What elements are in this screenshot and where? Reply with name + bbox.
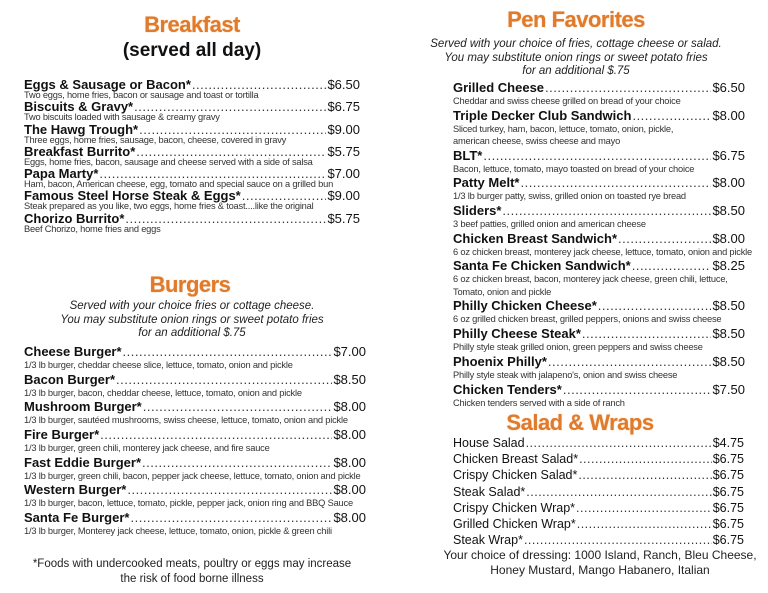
menu-item-description: 1/3 lb burger, bacon, cheddar cheese, lettuce, tomato, onion and pickle — [24, 387, 302, 398]
menu-item — [24, 372, 366, 400]
menu-item-name: Steak Salad* — [453, 484, 526, 499]
menu-item-description: 3 beef patties, grilled onion and american cheese — [453, 219, 646, 230]
menu-item-row — [24, 455, 366, 470]
menu-item-price: $6.75 — [712, 452, 744, 467]
menu-item-price: $7.00 — [327, 166, 360, 182]
text-line: *Foods with undercooked meats, poultry or eggs may increase — [32, 558, 352, 570]
burgers-note — [0, 300, 384, 341]
menu-item-name: Breakfast Burrito* — [24, 143, 136, 159]
dot-leader — [563, 382, 712, 397]
menu-item — [453, 532, 744, 548]
menu-item-description: 6 oz chicken breast, bacon, monterey jack cheese, green chili, lettuce, — [453, 274, 728, 285]
dot-leader — [578, 467, 711, 483]
menu-item-description: Bacon, lettuce, tomato, mayo toasted on bread of your choice — [453, 163, 695, 174]
menu-item-row — [24, 123, 360, 136]
menu-item-row — [24, 145, 360, 158]
menu-item-name: Fast Eddie Burger* — [24, 454, 142, 470]
menu-item-price: $6.75 — [712, 484, 744, 499]
menu-item-price: $7.00 — [333, 344, 366, 359]
dot-leader — [576, 500, 712, 516]
menu-item-price: $8.50 — [712, 298, 745, 314]
menu-item-price: $8.00 — [712, 107, 745, 123]
menu-item-row — [453, 354, 745, 369]
menu-item-name: Triple Decker Club Sandwich — [453, 107, 632, 123]
menu-item-price: $7.50 — [712, 381, 745, 397]
menu-item-name: Phoenix Philly* — [453, 353, 547, 369]
menu-item-name: Bacon Burger* — [24, 371, 116, 387]
dot-leader — [598, 298, 712, 313]
menu-item — [453, 326, 745, 354]
menu-item-price: $6.50 — [327, 77, 360, 92]
dot-leader — [123, 344, 333, 359]
menu-item-price: $6.75 — [712, 533, 744, 548]
menu-item-name: Cheese Burger* — [24, 344, 122, 359]
dressing-choices — [430, 548, 768, 578]
menu-item-name: Santa Fe Chicken Sandwich* — [453, 258, 631, 274]
menu-item — [24, 189, 360, 211]
menu-item-price: $8.50 — [333, 371, 366, 387]
menu-item-row — [453, 258, 745, 273]
dot-leader — [127, 482, 332, 497]
dot-leader — [116, 372, 332, 387]
menu-item-description: 1/3 lb burger patty, swiss, grilled onion on toasted rye bread — [453, 191, 686, 202]
menu-item-row — [24, 344, 366, 359]
burgers-menu-list — [24, 344, 366, 538]
menu-item — [453, 148, 745, 176]
menu-item-name: Mushroom Burger* — [24, 399, 142, 415]
menu-item-description: 1/3 lb burger, cheddar cheese slice, lettuce, tomato, onion and pickle — [24, 360, 293, 370]
menu-item-name: Patty Melt* — [453, 175, 520, 191]
menu-item-row — [453, 148, 745, 163]
menu-item-price: $8.00 — [333, 510, 366, 526]
menu-item-name: Chicken Breast Salad* — [453, 452, 579, 467]
menu-item-description: Two eggs, home fries, bacon or sausage and toast or tortilla — [24, 90, 259, 100]
food-safety-footnote — [0, 557, 384, 587]
menu-item-description: 6 oz chicken breast, monterey jack cheese, lettuce, tomato, onion and pickle — [453, 246, 753, 257]
breakfast-menu-list — [24, 78, 360, 234]
menu-item-name: BLT* — [453, 147, 483, 163]
burgers-title: Burgers — [149, 272, 231, 297]
text-line: You may substitute onion rings or sweet potato fries — [444, 51, 708, 64]
salad-wraps-title: Salad & Wraps — [506, 410, 654, 435]
menu-item — [24, 167, 360, 189]
menu-item-name: House Salad — [453, 436, 525, 450]
text-line: Honey Mustard, Mango Habanero, Italian — [490, 563, 710, 577]
text-line: Served with your choice fries or cottage cheese. — [69, 300, 315, 312]
dot-leader — [100, 427, 332, 442]
menu-item — [24, 455, 366, 483]
menu-item-name: Biscuits & Gravy* — [24, 99, 134, 115]
menu-item — [453, 451, 744, 467]
menu-item-name: Chicken Breast Sandwich* — [453, 230, 617, 246]
menu-item-name: Philly Chicken Cheese* — [453, 298, 597, 314]
menu-item-name: Sliders* — [453, 203, 502, 219]
menu-item-price: $8.00 — [333, 454, 366, 470]
menu-item-description: 1/3 lb burger, green chili, bacon, pepper jack cheese, lettuce, tomato, onion and pickle — [24, 470, 361, 481]
menu-item-description: 1/3 lb burger, bacon, lettuce, tomato, pickle, pepper jack, onion ring and BBQ Sauce — [24, 498, 353, 509]
menu-item — [24, 510, 366, 538]
dot-leader — [579, 451, 712, 467]
pen-favorites-menu-list — [453, 80, 753, 409]
text-line: for an additional $.75 — [522, 65, 630, 78]
menu-item — [24, 78, 360, 100]
menu-item-name: Papa Marty* — [24, 166, 99, 182]
menu-item-name: Eggs & Sausage or Bacon* — [24, 77, 191, 92]
dot-leader — [526, 484, 711, 500]
dot-leader — [524, 532, 712, 548]
menu-item-description: 1/3 lb burger, green chili, monterey jack cheese, and fire sauce — [24, 443, 270, 454]
menu-item-row — [24, 372, 366, 387]
dot-leader — [483, 148, 711, 163]
menu-item-description: Tomato, onion and pickle — [453, 286, 552, 297]
salad-wraps-menu-list — [453, 435, 744, 548]
menu-item — [24, 482, 366, 510]
breakfast-subtitle: (served all day) — [122, 40, 262, 61]
dot-leader — [577, 516, 712, 532]
dot-leader — [520, 175, 711, 190]
menu-item-row — [24, 482, 366, 497]
menu-item — [453, 298, 745, 326]
dot-leader — [618, 231, 711, 246]
dot-leader — [545, 80, 711, 95]
menu-item — [24, 427, 366, 455]
menu-item-price: $6.75 — [712, 468, 744, 483]
menu-item-description: 1/3 lb burger, sautéed mushrooms, swiss cheese, lettuce, tomato, onion and pickle — [24, 415, 348, 426]
menu-item-price: $9.00 — [327, 121, 360, 137]
menu-item-description: Three eggs, home fries, sausage, bacon, cheese, covered in gravy — [24, 134, 287, 145]
dot-leader — [548, 354, 712, 369]
dot-leader — [143, 399, 333, 414]
menu-item-description: Philly style steak with jalapeno's, onion and swiss cheese — [453, 369, 678, 380]
menu-item — [453, 382, 745, 410]
menu-item-price: $8.00 — [712, 175, 745, 191]
menu-item — [453, 484, 744, 500]
menu-item-description: Cheddar and swiss cheese grilled on bread of your choice — [453, 96, 681, 106]
menu-item-description: Steak prepared as you like, two eggs, home fries & toast....like the original — [24, 201, 314, 212]
menu-item — [453, 516, 744, 532]
menu-item-price: $6.75 — [712, 517, 744, 532]
menu-item — [24, 123, 360, 145]
menu-item-price: $8.00 — [333, 427, 366, 443]
dot-leader — [502, 203, 711, 218]
menu-item — [24, 344, 366, 372]
dot-leader — [526, 435, 712, 451]
menu-item-row — [453, 326, 745, 341]
menu-item-description: Sliced turkey, ham, bacon, lettuce, tomato, onion, pickle, — [453, 123, 674, 134]
menu-item-price: $8.00 — [333, 482, 366, 498]
menu-item-name: Western Burger* — [24, 482, 127, 498]
menu-item-description: Eggs, home fries, bacon, sausage and cheese served with a side of salsa — [24, 156, 313, 167]
menu-item-description: Philly style steak grilled onion, green peppers and swiss cheese — [453, 342, 703, 353]
menu-item-price: $6.75 — [327, 99, 360, 115]
menu-item-description: american cheese, swiss cheese and mayo — [453, 136, 621, 147]
menu-item-name: Crispy Chicken Wrap* — [453, 500, 576, 515]
menu-item-row — [453, 467, 744, 483]
menu-item-price: $6.75 — [712, 500, 744, 515]
menu-item-row — [453, 484, 744, 500]
menu-item-row — [24, 510, 366, 525]
menu-item-row — [453, 108, 745, 123]
pen-favorites-note — [384, 38, 768, 79]
menu-item-row — [453, 451, 744, 467]
menu-item-name: Santa Fe Burger* — [24, 510, 130, 526]
menu-item-row — [453, 500, 744, 516]
text-line: for an additional $.75 — [138, 327, 246, 340]
menu-item-description: Beef Chorizo, home fries and eggs — [24, 223, 161, 234]
menu-item — [453, 203, 745, 231]
menu-item-row — [24, 399, 366, 414]
dot-leader — [125, 212, 326, 225]
menu-item-row — [453, 80, 745, 95]
dot-leader — [582, 326, 712, 341]
menu-item-row — [453, 175, 745, 190]
menu-item-row — [24, 427, 366, 442]
menu-item-name: Chicken Tenders* — [453, 381, 562, 397]
dot-leader — [632, 258, 712, 273]
menu-item-name: Crispy Chicken Salad* — [453, 468, 578, 483]
menu-item-description: 6 oz grilled chicken breast, grilled peppers, onions and swiss cheese — [453, 314, 722, 325]
menu-item — [453, 354, 745, 382]
menu-item-row — [453, 231, 745, 246]
menu-item-price: $8.50 — [712, 353, 745, 369]
menu-item-row — [453, 382, 745, 397]
menu-item-name: Fire Burger* — [24, 427, 100, 443]
menu-item-price: $8.25 — [712, 258, 745, 274]
menu-item-price: $5.75 — [327, 210, 360, 226]
dot-leader — [139, 123, 326, 136]
menu-item-price: $8.00 — [333, 399, 366, 415]
menu-item-description: Chicken tenders served with a side of ranch — [453, 397, 625, 408]
menu-item — [453, 80, 745, 108]
dot-leader — [632, 108, 711, 123]
menu-item-price: $8.00 — [712, 230, 745, 246]
dot-leader — [136, 145, 326, 158]
menu-item — [24, 212, 360, 234]
menu-item-name: Grilled Cheese — [453, 80, 545, 95]
menu-item — [453, 467, 744, 483]
menu-item-price: $9.00 — [327, 188, 360, 204]
text-line: the risk of food borne illness — [120, 573, 264, 585]
menu-item-name: Famous Steel Horse Steak & Eggs* — [24, 188, 241, 204]
menu-item-description: Two biscuits loaded with sausage & creamy gravy — [24, 112, 220, 123]
menu-item — [24, 399, 366, 427]
menu-item — [453, 435, 744, 451]
menu-item — [24, 100, 360, 122]
menu-item-row — [453, 532, 744, 548]
menu-item — [453, 258, 745, 298]
menu-item-name: Grilled Chicken Wrap* — [453, 517, 576, 532]
menu-item-name: Steak Wrap* — [453, 533, 523, 548]
menu-item-row — [24, 212, 360, 225]
menu-item-price: $8.50 — [712, 326, 745, 342]
menu-item — [453, 175, 745, 203]
dot-leader — [130, 510, 332, 525]
menu-item-row — [453, 516, 744, 532]
pen-favorites-title: Pen Favorites — [507, 7, 645, 32]
menu-item-price: $8.50 — [712, 203, 745, 219]
menu-item-name: Chorizo Burrito* — [24, 210, 125, 226]
text-line: Served with your choice of fries, cottage cheese or salad. — [430, 38, 722, 50]
menu-item-price: $5.75 — [327, 143, 360, 159]
menu-item-description: 1/3 lb burger, Monterey jack cheese, lettuce, tomato, onion, pickle & green chili — [24, 526, 332, 537]
menu-item-row — [453, 203, 745, 218]
menu-item — [453, 500, 744, 516]
menu-item — [24, 145, 360, 167]
menu-item-row — [453, 298, 745, 313]
menu-item-row — [453, 435, 744, 451]
menu-item-description: Ham, bacon, American cheese, egg, tomato and special sauce on a grilled bun — [24, 179, 334, 190]
menu-item-price: $6.75 — [712, 147, 745, 163]
menu-item-name: The Hawg Trough* — [24, 121, 139, 137]
dot-leader — [142, 455, 332, 470]
text-line: You may substitute onion rings or sweet potato fries — [60, 313, 324, 326]
menu-item-price: $4.75 — [712, 436, 744, 450]
menu-item — [453, 230, 753, 259]
menu-item-price: $6.50 — [712, 80, 745, 95]
menu-item — [453, 108, 745, 148]
text-line: Your choice of dressing: 1000 Island, Ranch, Bleu Cheese, — [443, 548, 757, 562]
breakfast-title: Breakfast — [144, 12, 240, 37]
menu-item-name: Philly Cheese Steak* — [453, 326, 581, 342]
